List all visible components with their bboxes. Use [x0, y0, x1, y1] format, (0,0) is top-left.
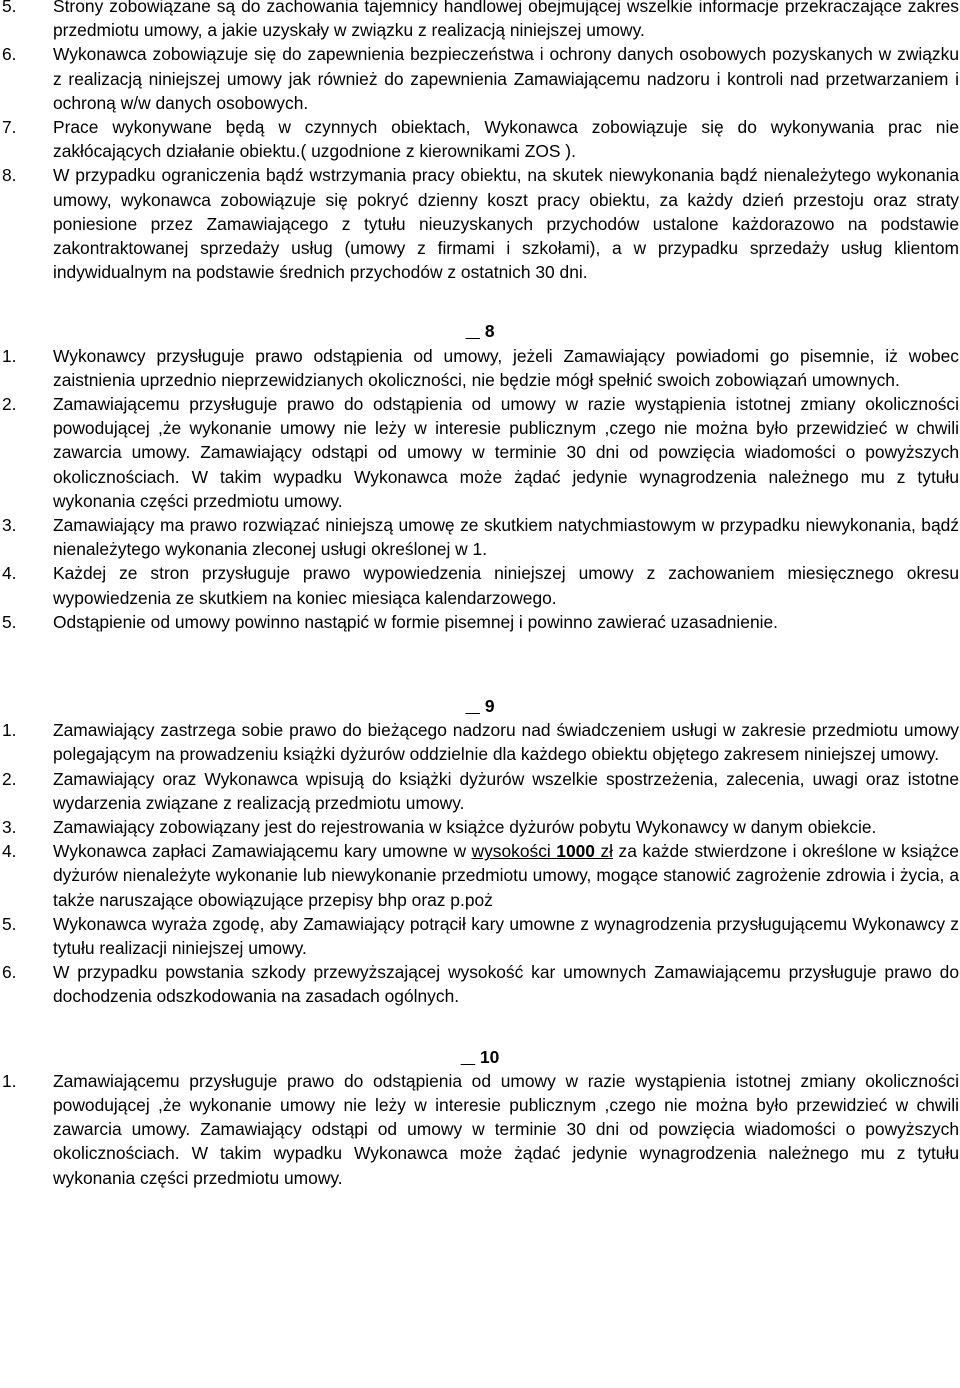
list-item: [0, 767, 960, 815]
item-text: Wykonawcy przysługuje prawo odstąpienia od umowy, jeżeli Zamawiający powiadomi go pisemnie, iż wobec zaistnienia uprzednio nieprzewidzianych okoliczności, nie będzie mógł spełnić swoich zobowiązań umownych.: [53, 345, 959, 390]
item-text: Zamawiający oraz Wykonawca wpisują do książki dyżurów wszelkie spostrzeżenia, zalecenia, uwagi oraz istotne wydarzenia związane z realizacją przedmiotu umowy.: [53, 768, 959, 813]
item-number: 5.: [2, 611, 17, 632]
list-item: [0, 561, 960, 609]
list-item: [0, 610, 960, 634]
item-text-post: za każde stwierdzone i określone w książce dyżurów nienależyte wykonanie lub niewykonanie przedmiotu umowy, mogące stanowić zagrożenie zdrowia i życia, a także naruszające obowiązujące przepisy bhp oraz p.poż: [53, 841, 959, 910]
section-number: 8: [484, 321, 495, 342]
item-text: Każdej ze stron przysługuje prawo wypowiedzenia niniejszej umowy z zachowaniem miesięcznego okresu wypowiedzenia ze skutkiem na koniec miesiąca kalendarzowego.: [53, 563, 959, 608]
list-item: [0, 115, 960, 163]
item-number: 8.: [2, 165, 17, 186]
item-number: 1.: [2, 720, 17, 741]
item-number: 2.: [2, 394, 17, 415]
item-number: 1.: [2, 345, 17, 366]
list-item: [0, 718, 960, 766]
item-text: Wykonawca wyraża zgodę, aby Zamawiający potrącił kary umowne z wynagrodzenia przysługującemu Wykonawcy z tytułu realizacji niniejszej umowy.: [53, 913, 959, 959]
section-heading: [0, 1045, 960, 1069]
section-number: 9: [484, 696, 495, 717]
list-item: [0, 1069, 960, 1190]
list-item: [0, 960, 960, 1008]
item-number: 3.: [2, 817, 17, 838]
item-number: 7.: [2, 117, 17, 138]
item-text: Zamawiający ma prawo rozwiązać niniejszą umowę ze skutkiem natychmiastowym w przypadku niewykonania, bądź nienależytego wykonania zleconej usługi określonej w 1.: [53, 515, 959, 560]
list-item: [0, 815, 960, 839]
section-number: 10: [480, 1046, 500, 1067]
list-item: [0, 344, 960, 392]
section-heading: [0, 694, 960, 718]
list-item: [0, 839, 960, 912]
item-number: 6.: [2, 44, 17, 65]
list-item: [0, 912, 960, 960]
section-spacer: [0, 284, 960, 319]
item-number: 4.: [2, 563, 17, 584]
penalty-amount: [472, 841, 614, 861]
item-number: 5.: [2, 913, 17, 934]
item-text: Zamawiającemu przysługuje prawo do odstąpienia od umowy w razie wystąpienia istotnej zmiany okoliczności powodującej ,że wykonanie umowy nie leży w interesie publicznym ,czego nie można było przewidzieć w chwili zawarcia umowy. Zamawiający odstąpi od umowy w terminie 30 dni od powzięcia wiadomości o powyższych okolicznościach. W takim wypadku Wykonawca może żądać jedynie wynagrodzenia należnego mu z tytułu wykonania części przedmiotu umowy.: [53, 1070, 959, 1188]
item-text: Zamawiający zastrzega sobie prawo do bieżącego nadzoru nad świadczeniem usługi w zakresie przedmiotu umowy polegającym na prowadzeniu książki dyżurów oddzielnie dla każdego obiektu objętego zakresem niniejszej umowy.: [53, 720, 959, 765]
item-text: W przypadku ograniczenia bądź wstrzymania pracy obiektu, na skutek niewykonania bądź nienależytego wykonania umowy, wykonawca zobowiązuje się pokryć dzienny koszt pracy obiektu, za każdy dzień przestoju oraz straty poniesione przez Zamawiającego z tytułu nieuzyskanych przychodów ustalone każdorazowo na podstawie zakontraktowanej sprzedaży usług (umowy z firmami i szkołami), a w przypadku sprzedaży usług klientom indywidualnym na podstawie średnich przychodów z ostatnich 30 dni.: [53, 165, 959, 283]
item-text: Zamawiający zobowiązany jest do rejestrowania w książce dyżurów pobytu Wykonawcy w danym obiekcie.: [53, 817, 877, 838]
item-text: Odstąpienie od umowy powinno nastąpić w formie pisemnej i powinno zawierać uzasadnienie.: [53, 611, 779, 632]
penalty-amount-currency: zł: [594, 841, 614, 862]
section-heading: [0, 319, 960, 343]
section-spacer: [0, 634, 960, 694]
list-item: [0, 513, 960, 561]
item-number: 4.: [2, 841, 17, 862]
item-text: W przypadku powstania szkody przewyższającej wysokość kar umownych Zamawiającemu przysługuje prawo do dochodzenia odszkodowania na zasadach ogólnych.: [53, 962, 959, 1007]
section-symbol: [465, 696, 480, 716]
item-text: Wykonawca zobowiązuje się do zapewnienia bezpieczeństwa i ochrony danych osobowych pozyskanych w związku z realizacją niniejszej umowy jak również do zapewnienia Zamawiającemu nadzoru i kontroli nad przetwarzaniem i ochroną w/w danych osobowych.: [53, 44, 959, 113]
item-text: Strony zobowiązane są do zachowania tajemnicy handlowej obejmującej wszelkie informacje przekraczające zakres przedmiotu umowy, a jakie uzyskały w związku z realizacją niniejszej umowy.: [53, 0, 959, 41]
list-item: [0, 0, 960, 42]
item-text: [53, 839, 960, 912]
item-text: Prace wykonywane będą w czynnych obiektach, Wykonawca zobowiązuje się do wykonywania prac nie zakłócających działanie obiektu.( uzgodnione z kierownikami ZOS ).: [53, 117, 959, 162]
section-spacer: [0, 1009, 960, 1045]
penalty-amount-label: wysokości: [471, 841, 557, 862]
penalty-amount-value: 1000: [556, 841, 595, 862]
item-text: Zamawiającemu przysługuje prawo do odstąpienia od umowy w razie wystąpienia istotnej zmiany okoliczności powodującej ,że wykonanie umowy nie leży w interesie publicznym ,czego nie można było przewidzieć w chwili zawarcia umowy. Zamawiający odstąpi od umowy w terminie 30 dni od powzięcia wiadomości o powyższych okolicznościach. W takim wypadku Wykonawca może żądać jedynie wynagrodzenia należnego mu z tytułu wykonania części przedmiotu umowy.: [53, 394, 959, 511]
list-item: [0, 42, 960, 115]
list-item: [0, 392, 960, 513]
list-item: [0, 163, 960, 284]
item-number: 3.: [2, 515, 17, 536]
item-number: 5.: [2, 0, 17, 16]
item-number: 2.: [2, 768, 17, 789]
item-number: 1.: [2, 1070, 17, 1091]
section-symbol: [465, 321, 480, 341]
item-text-pre: Wykonawca zapłaci Zamawiającemu kary umowne w: [53, 841, 472, 862]
section-symbol: [461, 1047, 476, 1067]
item-number: 6.: [2, 962, 17, 983]
